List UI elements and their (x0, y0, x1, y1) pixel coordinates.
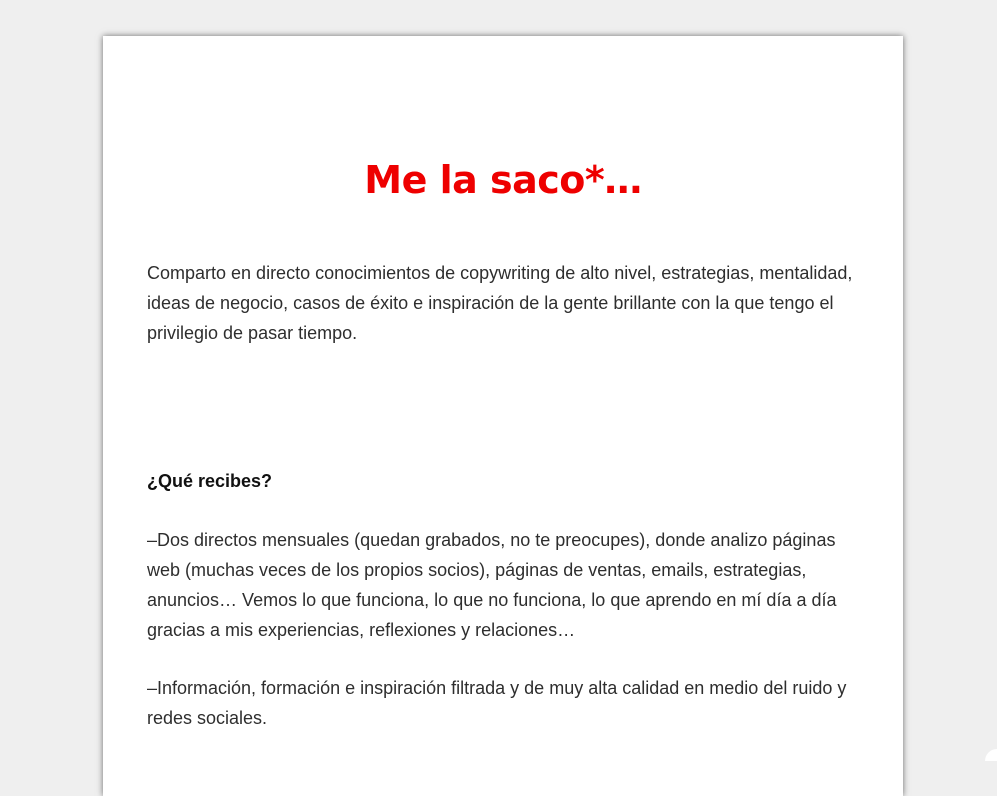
page-title: Me la saco*… (103, 160, 903, 200)
section-heading: ¿Qué recibes? (147, 466, 867, 496)
benefit-paragraph-1: –Dos directos mensuales (quedan grabados, no te preocupes), donde analizo páginas web (muchas veces de los propios socios), páginas de ventas, emails, estrategias, anuncios… Vemos lo que funciona, lo que no funciona, lo que aprendo en mí día a día gracias a mis experiencias, reflexiones y relaciones… (147, 525, 867, 645)
corner-widget (985, 749, 997, 761)
document-page (103, 36, 903, 796)
benefit-paragraph-2: –Información, formación e inspiración filtrada y de muy alta calidad en medio del ruido y redes sociales. (147, 673, 867, 733)
intro-paragraph: Comparto en directo conocimientos de copywriting de alto nivel, estrategias, mentalidad, ideas de negocio, casos de éxito e inspiración de la gente brillante con la que tengo el privilegio de pasar tiempo. (147, 258, 867, 348)
